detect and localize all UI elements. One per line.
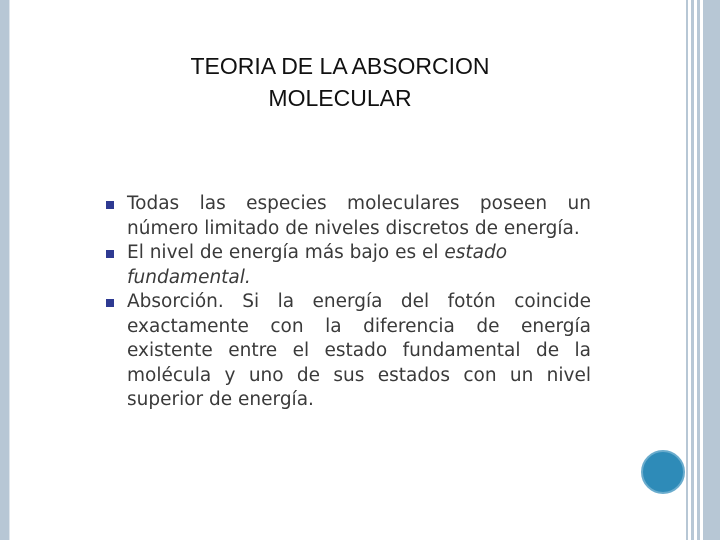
bullet-text: El nivel de energía más bajo es el: [127, 242, 445, 263]
stripe: [686, 0, 688, 540]
bullet-square-icon: [106, 201, 114, 209]
bullet-item: [103, 241, 591, 290]
right-decorative-stripes: [686, 0, 720, 540]
bullet-item: [103, 192, 591, 241]
bullet-item: [103, 290, 591, 413]
decorative-circle-icon: [641, 450, 685, 494]
bullet-list: [103, 192, 591, 413]
stripe: [691, 0, 694, 540]
bullet-square-icon: [106, 299, 114, 307]
bullet-text: Todas las especies moleculares poseen un número limitado de niveles discretos de energía.: [127, 193, 591, 239]
bullet-square-icon: [106, 250, 114, 258]
stripe: [697, 0, 700, 540]
slide-title: TEORIA DE LA ABSORCION MOLECULAR: [190, 53, 490, 111]
bullet-text-italic: estado fundamental.: [127, 242, 508, 288]
stripe: [703, 0, 720, 540]
left-decorative-bar: [0, 0, 9, 540]
left-decorative-line: [9, 0, 10, 540]
bullet-text: Absorción. Si la energía del fotón coincide exactamente con la diferencia de energía existente entre el estado fundamental de la molécula y uno de sus estados con un nivel superior de energía.: [127, 291, 591, 410]
